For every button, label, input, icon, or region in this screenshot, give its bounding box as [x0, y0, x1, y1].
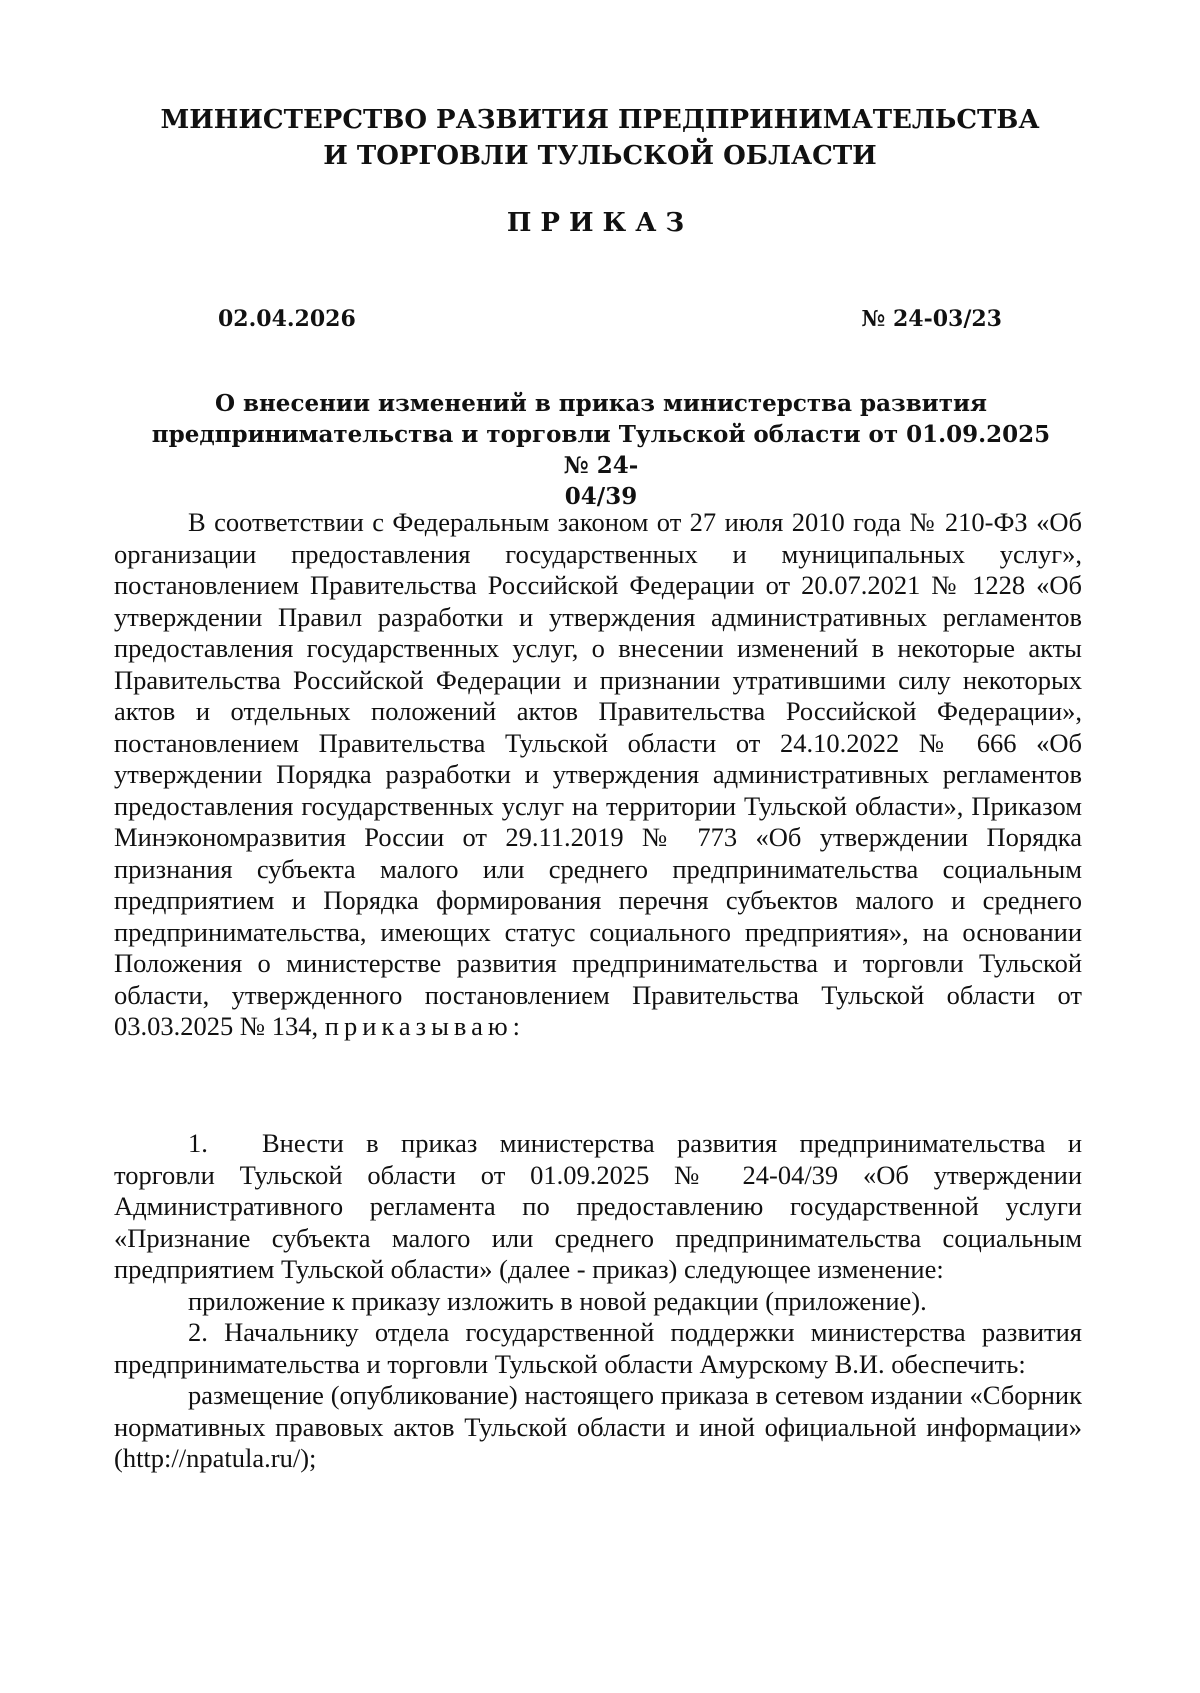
preamble-body: В соответствии с Федеральным законом от 27 июля 2010 года № 210-ФЗ «Об организации предоставления государственных и муниципальных услуг», постановлением Правительства Российской Федерации от 20.07.2021 № 1228 «Об утверждении Правил разработки и утверждения административных регламентов предоставления государственных услуг, о внесении изменений в некоторые акты Правительства Российской Федерации и признании утратившими силу некоторых актов и отдельных положений актов Правительства Российской Федерации», постановлением Правительства Тульской области от 24.10.2022 № 666 «Об утверждении Порядка разработки и утверждения административных регламентов предоставления государственных услуг на территории Тульской области», Приказом Минэкономразвития России от 29.11.2019 № 773 «Об утверждении Порядка признания субъекта малого или среднего предпринимательства социальным предприятием и Порядка формирования перечня субъектов малого и среднего предпринимательства, имеющих статус социального предприятия», на основании Положения о министерстве развития предпринимательства и торговли Тульской области, утвержденного постановлением Правительства Тульской области от 03.03.2025 № 134, — [114, 507, 1082, 1041]
item-2: 2. Начальнику отдела государственной поддержки министерства развития предпринимательства и торговли Тульской области Амурскому В.И. обеспечить: — [114, 1317, 1082, 1379]
order-subject-line-1: О внесении изменений в приказ министерства развития — [214, 390, 988, 417]
item-1-sub: приложение к приказу изложить в новой редакции (приложение). — [188, 1285, 927, 1316]
order-word: приказываю: — [324, 1011, 526, 1041]
order-items — [114, 1128, 1082, 1475]
ministry-header-line-2: И ТОРГОВЛИ ТУЛЬСКОЙ ОБЛАСТИ — [323, 141, 877, 171]
order-subject — [140, 388, 1062, 512]
item-2-sub: размещение (опубликование) настоящего приказа в сетевом издании «Сборник нормативных правовых актов Тульской области и иной официальной информации» (http://npatula.ru/); — [114, 1380, 1082, 1473]
order-title: ПРИКАЗ — [506, 208, 694, 238]
order-subject-line-3: 04/39 — [564, 483, 638, 510]
item-1-text: Внести в приказ министерства развития предпринимательства и торговли Тульской области от 01.09.2025 № 24-04/39 «Об утверждении Административного регламента по предоставлению государственной услуги «Признание субъекта малого или среднего предпринимательства социальным предприятием Тульской области» (далее - приказ) следующее изменение: — [114, 1128, 1082, 1284]
order-subject-line-2: предпринимательства и торговли Тульской области от 01.09.2025 № 24- — [151, 421, 1051, 479]
preamble-paragraph — [114, 507, 1082, 1043]
ministry-header-line-1: МИНИСТЕРСТВО РАЗВИТИЯ ПРЕДПРИНИМАТЕЛЬСТВА — [160, 105, 1040, 135]
preamble-text — [114, 507, 1082, 1043]
ministry-header — [0, 102, 1200, 174]
item-1 — [114, 1128, 1082, 1286]
order-number: № 24-03/23 — [861, 306, 1002, 332]
item-1-number: 1. — [188, 1128, 208, 1158]
order-date: 02.04.2026 — [218, 306, 356, 332]
